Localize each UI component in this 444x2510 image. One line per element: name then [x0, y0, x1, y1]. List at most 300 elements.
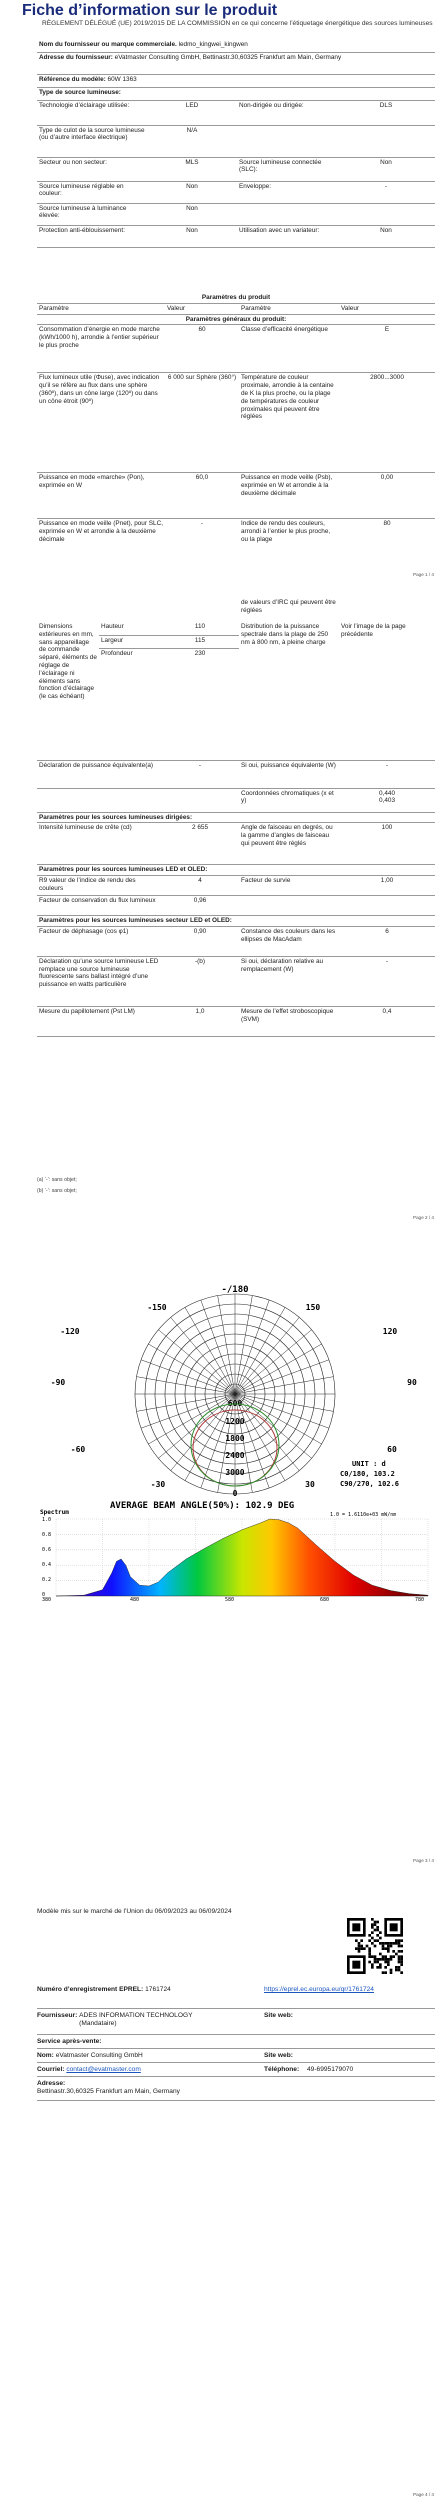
cell-value: - — [161, 760, 239, 788]
eprel-link[interactable]: https://eprel.ec.europa.eu/qr/1761724 — [264, 1986, 374, 1993]
page-number: Page 4 / 4 — [413, 2492, 434, 2497]
qr-module — [387, 1942, 390, 1945]
cell-label: Déclaration de puissance équivalente(a) — [37, 760, 161, 788]
cell-value: Non — [337, 225, 435, 247]
radial-label: 2400 — [225, 1451, 245, 1460]
y-tick: 0.8 — [42, 1532, 52, 1538]
column-header: Paramètre — [239, 303, 339, 314]
qr-module — [363, 1947, 366, 1950]
cell-label: Indice de rendu des couleurs, arrondi à l’entier le plus proche, ou la plage — [241, 520, 331, 543]
qr-module — [400, 1939, 403, 1942]
chroma-y: 0,403 — [379, 797, 395, 805]
table-row — [37, 812, 435, 823]
qr-module — [368, 1955, 371, 1958]
light-source-type-label: Type de source lumineuse: — [39, 89, 121, 96]
supplier-row — [37, 2012, 435, 2035]
cell-label: Puissance en mode veille (Psb), exprimée en W et arrondie à la deuxième décimale — [239, 473, 339, 519]
qr-module — [392, 1942, 395, 1945]
cell-value: MLS — [147, 157, 237, 181]
supplier-name-value: ledmo_kingwei_kingwen — [178, 41, 248, 48]
cell-value: Non — [147, 203, 237, 225]
cell-label: Mesure de l’effet stroboscopique (SVM) — [239, 1006, 339, 1036]
model-reference-value: 60W 1363 — [107, 76, 137, 83]
qr-module — [368, 1934, 371, 1937]
email-label: Courriel: — [37, 2066, 65, 2073]
cell-label: Source lumineuse à luminance élevée: — [37, 203, 147, 225]
qr-module — [395, 1969, 398, 1972]
qr-module — [398, 1950, 401, 1953]
cell-value: 6 000 sur Sphère (360°) — [165, 373, 239, 473]
supplier-name-label: Nom du fournisseur ou marque commerciale. — [39, 41, 177, 48]
cell-label: Protection anti-éblouissement: — [37, 225, 147, 247]
section-heading: Paramètres pour les sources lumineuses secteur LED et OLED: — [37, 916, 435, 927]
angle-label: 150 — [305, 1303, 321, 1312]
cell-label: Constance des couleurs dans les ellipses de MacAdam — [239, 926, 339, 956]
qr-module — [376, 1958, 379, 1961]
cell-value: -(b) — [161, 956, 239, 1006]
section-heading: Paramètres généraux du produit: — [37, 314, 435, 325]
qr-module — [395, 1939, 398, 1942]
qr-module — [358, 1942, 361, 1945]
radial-label: 600 — [227, 1399, 243, 1408]
cell-label: Non-dirigée ou dirigée: — [237, 101, 337, 125]
qr-module — [384, 1942, 387, 1945]
cell-label: Puissance en mode «marche» (Pon), exprimée en W — [37, 473, 165, 519]
column-header: Paramètre — [37, 303, 165, 314]
qr-module — [387, 1945, 390, 1948]
qr-module — [379, 1942, 382, 1945]
qr-module — [382, 1947, 385, 1950]
cell-label — [237, 203, 337, 225]
cell-value: - — [339, 956, 435, 1006]
cell-label: Profondeur — [99, 648, 161, 760]
qr-module — [398, 1961, 401, 1964]
qr-module — [398, 1942, 401, 1945]
model-reference-label: Référence du modèle: — [39, 76, 106, 83]
section-heading: Paramètres pour les sources lumineuses LED et OLED: — [37, 865, 435, 876]
qr-module — [376, 1966, 379, 1969]
cell-label: Déclaration qu’une source lumineuse LED remplace une source lumineuse fluorescente sans ballast intégré d’une puissance en watts particulière — [37, 956, 161, 1006]
angle-label: 90 — [407, 1378, 417, 1387]
address-value: Bettinastr.30,60325 Frankfurt am Main, Germany — [37, 2088, 180, 2096]
y-tick: 1.0 — [42, 1517, 52, 1523]
qr-module — [384, 1958, 387, 1961]
page-number: Page 2 / 4 — [413, 1215, 434, 1220]
qr-module — [398, 1966, 401, 1969]
cell-value: Non — [147, 225, 237, 247]
spectrum-y-ticks — [42, 1517, 51, 1598]
table-row — [37, 916, 435, 927]
cell-value: 0,96 — [161, 896, 239, 916]
service-name-label: Nom: — [37, 2052, 54, 2059]
cell-value: - — [200, 520, 204, 528]
qr-module — [379, 1931, 382, 1934]
qr-module — [398, 1939, 401, 1942]
qr-module — [379, 1953, 382, 1956]
qr-module — [384, 1955, 387, 1958]
cell-label: Si oui, puissance équivalente (W) — [239, 760, 339, 788]
radial-label: 1800 — [225, 1434, 245, 1443]
service-name-value: eVatmaster Consulting GmbH — [55, 2052, 143, 2059]
qr-module — [384, 1961, 387, 1964]
angle-label: -150 — [147, 1303, 167, 1312]
cell-label: Consommation d’énergie en mode marche (kWh/1000 h), arrondie à l’entier supérieur le plus proche — [37, 325, 165, 373]
cell-value: 230 — [161, 648, 239, 760]
qr-module — [379, 1963, 382, 1966]
cell-value: 60,0 — [165, 473, 239, 519]
angle-label: -/180 — [221, 1285, 249, 1295]
cell-label: Température de couleur proximale, arrondie à la centaine de K la plus proche, ou la plage de températures de couleur proximales qui peuvent être réglées — [239, 373, 339, 473]
qr-module — [371, 1966, 374, 1969]
table-row — [37, 622, 435, 635]
cell-value: 4 — [161, 876, 239, 896]
qr-module — [374, 1929, 377, 1932]
table-row — [37, 1006, 435, 1036]
qr-module — [371, 1937, 374, 1940]
qr-module — [387, 1961, 390, 1964]
table-row — [37, 865, 435, 876]
qr-module — [368, 1947, 371, 1950]
cell-value: 60 — [165, 325, 239, 373]
qr-module — [390, 1955, 393, 1958]
qr-module — [368, 1939, 371, 1942]
y-tick: 0.6 — [42, 1547, 52, 1553]
eprel-label: Numéro d’enregistrement EPREL: — [37, 1986, 144, 1993]
product-parameters-table-continued — [37, 598, 435, 1037]
address-label: Adresse: — [37, 2080, 66, 2087]
model-reference-row — [37, 75, 435, 88]
qr-module — [368, 1950, 371, 1953]
eprel-qr-code[interactable] — [347, 1918, 403, 1974]
cell-value: - — [337, 181, 435, 203]
cell-label: Hauteur — [99, 622, 161, 635]
qr-module — [382, 1942, 385, 1945]
spectrum-scale-label: 1.0 = 1.6110e+03 mW/nm — [330, 1512, 397, 1518]
cell-value — [337, 125, 435, 157]
cell-value: 100 — [339, 823, 435, 865]
cell-value: LED — [147, 101, 237, 125]
supplier-address-value: eVatmaster Consulting GmbH, Bettinastr.30,60325 Frankfurt am Main, Germany — [114, 54, 342, 61]
qr-module — [371, 1923, 374, 1926]
table-row — [37, 325, 435, 373]
table-row — [37, 926, 435, 956]
supplier-name-row — [37, 40, 435, 53]
column-header: Valeur — [165, 303, 239, 314]
qr-module — [392, 1955, 395, 1958]
cell-value: DLS — [337, 101, 435, 125]
cell-value: N/A — [147, 125, 237, 157]
light-source-type-heading — [37, 88, 435, 101]
qr-module — [368, 1961, 371, 1964]
polar-light-distribution-chart — [40, 1282, 430, 1500]
qr-module — [376, 1929, 379, 1932]
table-row — [37, 896, 435, 916]
cell-label: Facteur de conservation du flux lumineux — [37, 896, 161, 916]
angle-label: 120 — [382, 1327, 398, 1336]
cell-label: Mesure du papillotement (Pst LM) — [37, 1006, 161, 1036]
qr-module — [400, 1955, 403, 1958]
cell-label: Distribution de la puissance spectrale dans la plage de 250 nm à 800 nm, à pleine charge — [239, 622, 339, 760]
qr-module — [384, 1947, 387, 1950]
cell-value: 2800...3000 — [339, 373, 435, 473]
cell-value — [339, 788, 435, 812]
phone-label: Téléphone: — [264, 2066, 300, 2073]
chroma-x: 0,440 — [379, 789, 395, 797]
supplier-address-row — [37, 53, 435, 75]
radial-label: 1200 — [225, 1417, 245, 1426]
cell-value: 2 655 — [161, 823, 239, 865]
qr-module — [379, 1958, 382, 1961]
regulation-subtitle: RÈGLEMENT DÉLÉGUÉ (UE) 2019/2015 DE LA COMMISSION en ce qui concerne l’étiquetage énergétique des sources lumineuses — [42, 20, 433, 27]
qr-module — [382, 1955, 385, 1958]
column-header: Valeur — [339, 303, 435, 314]
qr-module — [387, 1963, 390, 1966]
qr-module — [390, 1945, 393, 1948]
cell-label: Largeur — [99, 635, 161, 648]
phone-value: 49-6995179070 — [307, 2066, 354, 2073]
cell-value: Voir l’image de la page précédente — [339, 622, 435, 760]
qr-module — [387, 1947, 390, 1950]
table-row — [37, 181, 435, 203]
supplier-value: ADES INFORMATION TECHNOLOGY (Mandataire) — [79, 2012, 193, 2028]
qr-module — [400, 1950, 403, 1953]
table-header-row — [37, 303, 435, 314]
qr-module — [374, 1923, 377, 1926]
cell-value: Non — [147, 181, 237, 203]
market-dates: Modèle mis sur le marché de l’Union du 06/09/2023 au 06/09/2024 — [37, 1908, 232, 1915]
y-tick: 0 — [42, 1592, 46, 1598]
qr-module — [376, 1961, 379, 1964]
footnote-a: (a) ‘-’: sans objet; — [37, 1177, 77, 1183]
x-tick: 680 — [320, 1597, 330, 1602]
cell-value: 110 — [161, 622, 239, 635]
qr-module — [374, 1955, 377, 1958]
radial-label: 3000 — [225, 1468, 245, 1477]
table-row — [37, 293, 435, 303]
after-sales-label: Service après-vente: — [37, 2038, 102, 2045]
qr-module — [358, 1950, 361, 1953]
qr-module — [390, 1958, 393, 1961]
qr-module — [400, 1958, 403, 1961]
cell-label: Enveloppe: — [237, 181, 337, 203]
section-heading: Paramètres pour les sources lumineuses dirigées: — [37, 812, 435, 823]
qr-finder-center — [352, 1923, 360, 1931]
qr-module — [379, 1937, 382, 1940]
qr-module — [390, 1969, 393, 1972]
table-row — [37, 519, 435, 559]
table-row — [37, 788, 435, 812]
qr-module — [355, 1947, 358, 1950]
cell-value: 0,90 — [161, 926, 239, 956]
cell-label: Source lumineuse réglable en couleur: — [37, 181, 147, 203]
qr-module — [368, 1953, 371, 1956]
spectrum-chart — [40, 1500, 435, 1602]
cell-label: Source lumineuse connectée (SLC): — [237, 157, 337, 181]
table-row — [37, 956, 435, 1006]
cell-label: Flux lumineux utile (Φuse), avec indication qu’il se réfère au flux dans une sphère (360º), dans un cône large (120º) ou dans un cône étroit (90º) — [37, 373, 165, 473]
table-row — [37, 823, 435, 865]
qr-module — [382, 1945, 385, 1948]
service-website-label: Site web: — [264, 2052, 293, 2059]
qr-module — [374, 1921, 377, 1924]
after-sales-heading — [37, 2038, 435, 2049]
qr-module — [374, 1945, 377, 1948]
qr-module — [360, 1939, 363, 1942]
footnote-b: (b) ‘-’: sans objet; — [37, 1188, 77, 1194]
qr-module — [384, 1966, 387, 1969]
page-title: Fiche d’information sur le produit — [22, 2, 278, 19]
cell-value: 1,00 — [339, 876, 435, 896]
legend-c90: C90/270, 102.6 — [340, 1480, 400, 1488]
table-row — [37, 473, 435, 519]
table-row — [37, 157, 435, 181]
cell-label: Facteur de survie — [239, 876, 339, 896]
qr-module — [400, 1963, 403, 1966]
spectrum-x-ticks — [42, 1597, 424, 1602]
email-link[interactable]: contact@evatmaster.com — [66, 2066, 141, 2073]
page-number: Page 3 / 4 — [413, 1858, 434, 1863]
qr-module — [395, 1942, 398, 1945]
page-1 — [0, 0, 444, 590]
table-row — [37, 373, 435, 473]
qr-module — [382, 1971, 385, 1974]
qr-module — [360, 1945, 363, 1948]
qr-module — [371, 1918, 374, 1921]
angle-label: 60 — [387, 1445, 397, 1454]
qr-module — [374, 1958, 377, 1961]
table-row — [37, 598, 435, 622]
page-2 — [0, 590, 444, 1230]
avg-beam-angle: AVERAGE BEAM ANGLE(50%): 102.9 DEG — [110, 1501, 295, 1511]
legend-c0: C0/180, 103.2 — [340, 1470, 395, 1478]
qr-module — [376, 1926, 379, 1929]
qr-module — [371, 1926, 374, 1929]
page-number: Page 1 / 4 — [413, 572, 434, 577]
qr-module — [398, 1958, 401, 1961]
polar-grid — [135, 1294, 335, 1494]
cell-value: 115 — [161, 635, 239, 648]
cell-label: Facteur de déphasage (cos φ1) — [37, 926, 161, 956]
product-parameters-title: Paramètres du produit — [37, 293, 435, 303]
product-parameters-table — [37, 293, 435, 559]
cell-label: Classe d’efficacité énergétique — [239, 325, 339, 373]
cell-label: Puissance en mode veille (Pnet), pour SLC, exprimée en W et arrondie à la deuxième décimale — [39, 520, 163, 543]
dimensions-label: Dimensions extérieures en mm, sans appareillage de commande séparé, éléments de réglage de l’éclairage ni éléments sans fonction d’éclairage (le cas échéant) — [37, 622, 99, 760]
qr-module — [374, 1961, 377, 1964]
table-row — [37, 125, 435, 157]
qr-module — [376, 1934, 379, 1937]
qr-module — [387, 1958, 390, 1961]
x-tick: 580 — [225, 1597, 235, 1602]
cell-label — [237, 125, 337, 157]
cell-value: - — [339, 760, 435, 788]
cell-value: 80 — [383, 520, 391, 528]
eprel-row — [37, 1986, 435, 2009]
service-name-row — [37, 2052, 435, 2063]
table-row — [37, 760, 435, 788]
qr-module — [400, 1961, 403, 1964]
cell-value: 0,4 — [339, 1006, 435, 1036]
qr-module — [371, 1931, 374, 1934]
cell-value: E — [339, 325, 435, 373]
angle-label: -30 — [150, 1480, 166, 1489]
cell-label: Angle de faisceau en degrés, ou la gamme d’angles de faisceau qui peuvent être réglés — [239, 823, 339, 865]
contact-row — [37, 2066, 435, 2077]
angle-label: 30 — [305, 1480, 315, 1489]
supplier-address-label: Adresse du fournisseur: — [39, 54, 113, 61]
qr-module — [374, 1939, 377, 1942]
table-row — [37, 101, 435, 125]
qr-module — [371, 1963, 374, 1966]
table-row — [37, 876, 435, 896]
y-tick: 0.2 — [42, 1577, 52, 1583]
qr-module — [398, 1955, 401, 1958]
qr-module — [358, 1945, 361, 1948]
qr-module — [371, 1955, 374, 1958]
qr-finder-center — [390, 1923, 398, 1931]
qr-module — [400, 1971, 403, 1974]
qr-module — [382, 1958, 385, 1961]
website-label: Site web: — [264, 2012, 293, 2019]
cell-value: 1,0 — [161, 1006, 239, 1036]
legend-unit: UNIT : d — [352, 1460, 386, 1468]
qr-module — [371, 1942, 374, 1945]
angle-label: -120 — [60, 1327, 80, 1336]
cell-value: Non — [337, 157, 435, 181]
qr-module — [376, 1939, 379, 1942]
spectrum-label: Spectrum — [40, 1509, 69, 1516]
address-row — [37, 2080, 435, 2101]
cell-label: Type de culot de la source lumineuse (ou d’autre interface électrique) — [37, 125, 147, 157]
supplier-label: Fournisseur: — [37, 2012, 78, 2019]
angle-label: 0 — [232, 1489, 238, 1498]
cell-value: 6 — [339, 926, 435, 956]
qr-module — [376, 1921, 379, 1924]
qr-module — [398, 1969, 401, 1972]
qr-module — [390, 1942, 393, 1945]
qr-module — [360, 1947, 363, 1950]
cell-label: Secteur ou non secteur: — [37, 157, 147, 181]
qr-module — [395, 1966, 398, 1969]
x-tick: 780 — [415, 1597, 425, 1602]
qr-module — [384, 1971, 387, 1974]
cell-label: de valeurs d’IRC qui peuvent être réglées — [241, 599, 336, 614]
qr-module — [392, 1950, 395, 1953]
qr-module — [398, 1945, 401, 1948]
angle-label: -90 — [50, 1378, 66, 1387]
qr-module — [387, 1950, 390, 1953]
cell-label: Si oui, déclaration relative au remplacement (W) — [239, 956, 339, 1006]
eprel-number: 1761724 — [145, 1986, 171, 1993]
qr-module — [358, 1947, 361, 1950]
light-source-type-table — [37, 101, 435, 248]
spectrum-area — [56, 1519, 428, 1596]
cell-label: Intensité lumineuse de crête (cd) — [37, 823, 161, 865]
y-tick: 0.4 — [42, 1562, 52, 1568]
x-tick: 480 — [130, 1597, 140, 1602]
cell-value: 0,00 — [339, 473, 435, 519]
cell-label: Coordonnées chromatiques (x et y) — [239, 788, 339, 812]
cell-label: Technologie d’éclairage utilisée: — [37, 101, 147, 125]
page-4 — [0, 1890, 444, 2510]
table-row — [37, 314, 435, 325]
qr-finder-center — [352, 1961, 360, 1969]
qr-module — [400, 1945, 403, 1948]
qr-module — [379, 1966, 382, 1969]
qr-module — [390, 1971, 393, 1974]
cell-label: R9 valeur de l’indice de rendu des couleurs — [37, 876, 161, 896]
cell-label: Utilisation avec un variateur: — [237, 225, 337, 247]
